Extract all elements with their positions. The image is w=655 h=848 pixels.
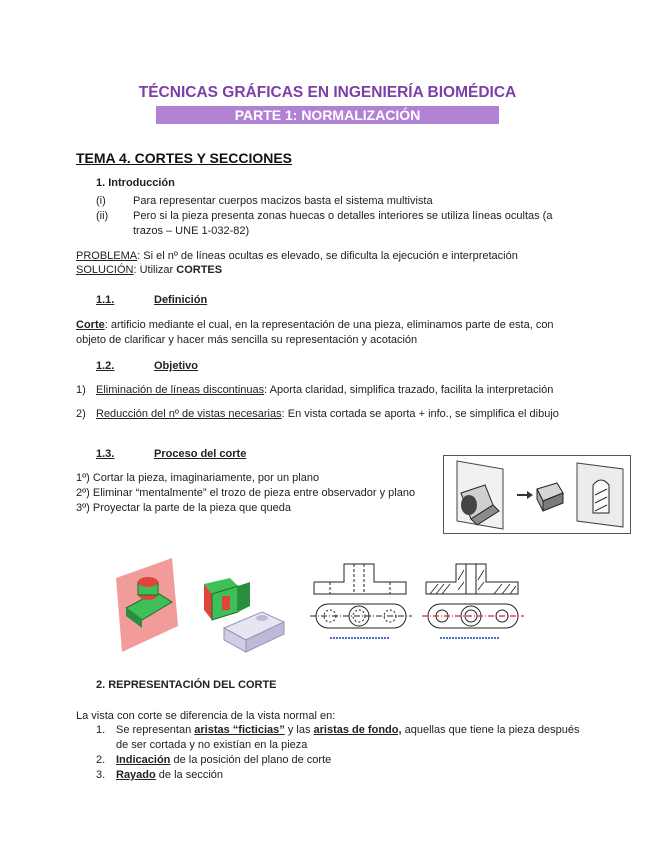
section-3d-figure [112, 556, 292, 656]
problema-label: PROBLEMA [76, 250, 138, 262]
rep-item-3-bold: Rayado [116, 769, 156, 781]
intro-heading: 1. Introducción [96, 177, 175, 189]
rep-item-2-bold: Indicación [116, 754, 171, 766]
rep-item-2 [116, 754, 331, 766]
definicion-term: Corte [76, 319, 105, 331]
objetivo-item-1-marker: 1) [76, 384, 86, 396]
solucion-text: : Utilizar [133, 264, 177, 276]
technical-drawing-figure [310, 560, 530, 644]
objetivo-item-2-text: : En vista cortada se aporta + info., se simplifica el dibujo [281, 408, 559, 420]
rep-item-1-cont: de ser cortada y no existían en la pieza [116, 739, 308, 751]
problema-line [76, 250, 518, 262]
rep-item-1-mid: y las [284, 724, 314, 736]
rep-item-1 [116, 724, 580, 736]
document-title: TÉCNICAS GRÁFICAS EN INGENIERÍA BIOMÉDICA [138, 84, 517, 101]
cutting-process-figure [443, 455, 631, 534]
objetivo-item-2-marker: 2) [76, 408, 86, 420]
definicion-heading: Definición [154, 294, 208, 306]
document-subtitle: PARTE 1: NORMALIZACIÓN [234, 107, 421, 123]
rep-item-1-marker: 1. [96, 724, 106, 736]
objetivo-heading: Objetivo [154, 360, 199, 372]
intro-item-1-text: Para representar cuerpos macizos basta el sistema multivista [133, 195, 433, 207]
definicion-text [76, 319, 554, 331]
tema-heading: TEMA 4. CORTES Y SECCIONES [76, 150, 293, 166]
proceso-step-1: 1º) Cortar la pieza, imaginariamente, por un plano [76, 472, 320, 484]
proceso-step-2: 2º) Eliminar “mentalmente” el trozo de pieza entre observador y plano [76, 487, 416, 499]
objetivo-item-2-label: Reducción del nº de vistas necesarias [96, 408, 282, 420]
representacion-heading: 2. REPRESENTACIÓN DEL CORTE [96, 679, 277, 691]
solucion-label: SOLUCIÓN [76, 264, 134, 276]
definicion-body: : artificio mediante el cual, en la representación de una pieza, eliminamos parte de esta, con [104, 319, 554, 331]
rep-item-2-marker: 2. [96, 754, 106, 766]
intro-item-2-text-cont: trazos – UNE 1-032-82) [133, 225, 250, 237]
objetivo-num: 1.2. [96, 360, 115, 372]
objetivo-item-1-label: Eliminación de líneas discontinuas [96, 384, 265, 396]
definicion-text-cont: objeto de clarificar y hacer más sencilla su representación y acotación [76, 334, 418, 346]
proceso-step-3: 3º) Proyectar la parte de la pieza que queda [76, 502, 291, 514]
intro-item-1-marker: (i) [96, 195, 106, 207]
proceso-heading: Proceso del corte [154, 448, 247, 460]
solucion-line [76, 264, 222, 276]
problema-text: : Si el nº de líneas ocultas es elevado, se dificulta la ejecución e interpretación [137, 250, 518, 262]
rep-item-1-post: aquellas que tiene la pieza después [401, 724, 580, 736]
objetivo-item-1 [96, 384, 553, 396]
representacion-intro: La vista con corte se diferencia de la vista normal en: [76, 710, 336, 722]
rep-item-3 [116, 769, 223, 781]
objetivo-item-1-text: : Aporta claridad, simplifica trazado, facilita la interpretación [264, 384, 554, 396]
objetivo-item-2 [96, 408, 559, 420]
intro-item-2-marker: (ii) [96, 210, 109, 222]
rep-item-1-pre: Se representan [116, 724, 195, 736]
rep-item-3-text: de la sección [155, 769, 224, 781]
proceso-num: 1.3. [96, 448, 115, 460]
rep-item-2-text: de la posición del plano de corte [170, 754, 332, 766]
rep-item-3-marker: 3. [96, 769, 106, 781]
solucion-bold: CORTES [176, 264, 223, 276]
rep-item-1-bold-1: aristas “ficticias” [194, 724, 285, 736]
definicion-num: 1.1. [96, 294, 115, 306]
intro-item-2-text: Pero si la pieza presenta zonas huecas o detalles interiores se utiliza líneas ocultas (a [133, 210, 553, 222]
rep-item-1-bold-2: aristas de fondo, [313, 724, 402, 736]
